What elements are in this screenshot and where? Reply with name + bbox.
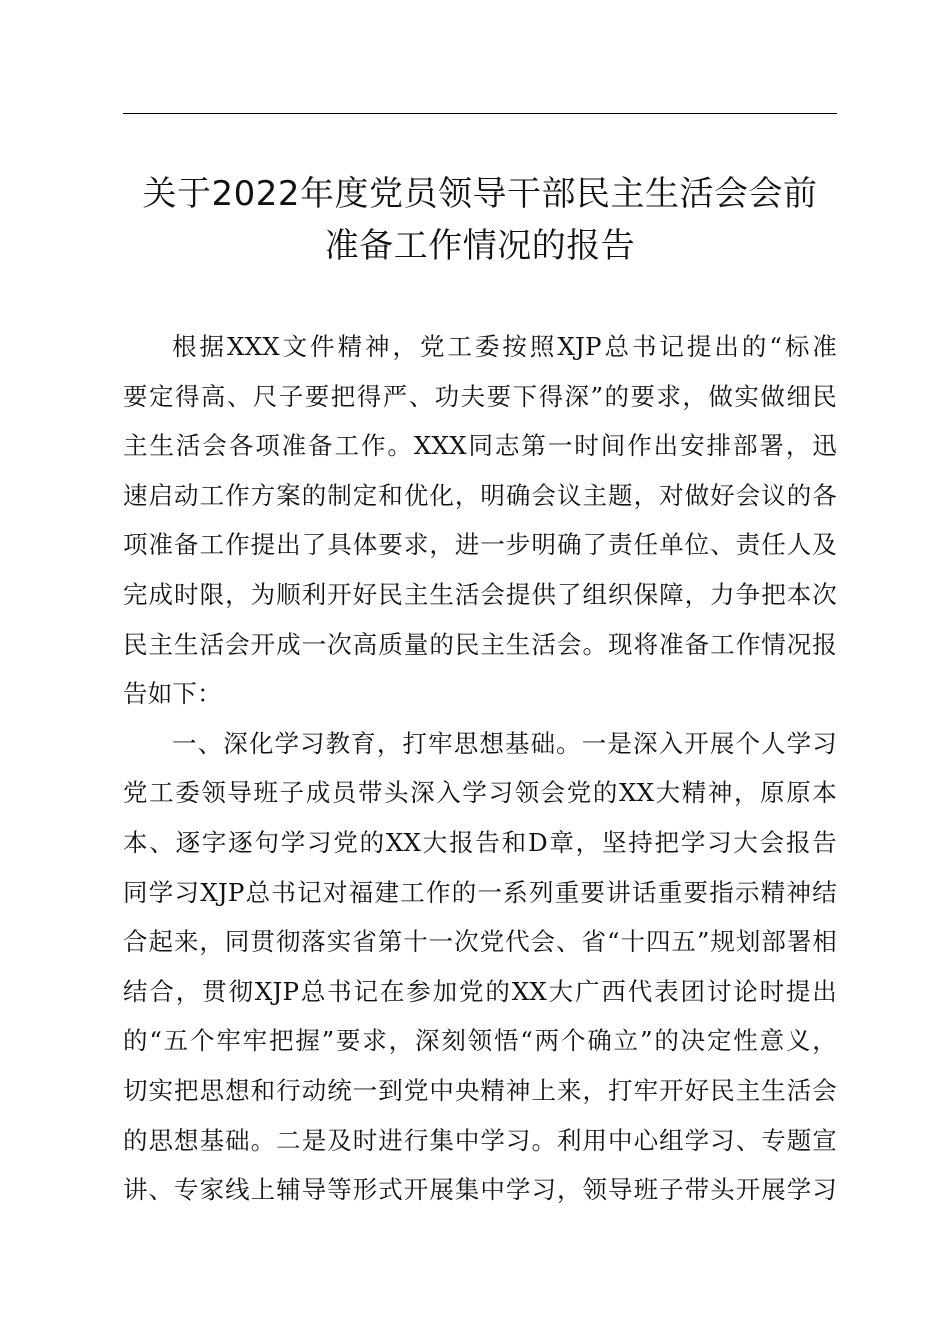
body-line: 切实把思想和行动统一到党中央精神上来，打牢开好民主生活会 [123, 1075, 837, 1105]
body-line: 的思想基础。二是及时进行集中学习。利用中心组学习、专题宣 [123, 1125, 837, 1155]
body-line: 同学习XJP总书记对福建工作的一系列重要讲话重要指示精神结 [123, 877, 837, 907]
body-line: 的“五个牢牢把握”要求，深刻领悟“两个确立”的决定性意义， [123, 1026, 837, 1056]
body-line: 主生活会各项准备工作。XXX同志第一时间作出安排部署，迅 [123, 431, 837, 461]
body-line: 讲、专家线上辅导等形式开展集中学习，领导班子带头开展学习 [123, 1175, 837, 1205]
body-line: 要定得高、尺子要把得严、功夫要下得深”的要求，做实做细民 [123, 381, 837, 411]
body-line: 民主生活会开成一次高质量的民主生活会。现将准备工作情况报 [123, 629, 837, 659]
body-line: 本、逐字逐句学习党的XX大报告和D章，坚持把学习大会报告 [123, 827, 837, 857]
body-line: 一、深化学习教育，打牢思想基础。一是深入开展个人学习 [172, 728, 837, 758]
body-line: 速启动工作方案的制定和优化，明确会议主题，对做好会议的各 [123, 480, 837, 510]
body-line: 党工委领导班子成员带头深入学习领会党的XX大精神，原原本 [123, 778, 837, 808]
body-line: 结合，贯彻XJP总书记在参加党的XX大广西代表团讨论时提出 [123, 976, 837, 1006]
body-line: 合起来，同贯彻落实省第十一次党代会、省“十四五”规划部署相 [123, 927, 837, 957]
title-line-2: 准备工作情况的报告 [324, 226, 636, 266]
document-body [123, 322, 837, 1215]
body-line: 根据XXX文件精神，党工委按照XJP总书记提出的“标准 [172, 332, 837, 361]
document-title [110, 168, 850, 272]
title-line-1: 关于2022年度党员领导干部民主生活会会前 [142, 174, 818, 214]
body-line: 项准备工作提出了具体要求，进一步明确了责任单位、责任人及 [123, 530, 837, 560]
body-line: 告如下： [123, 679, 222, 709]
header-rule [123, 113, 837, 114]
body-line: 完成时限，为顺利开好民主生活会提供了组织保障，力争把本次 [123, 579, 837, 609]
